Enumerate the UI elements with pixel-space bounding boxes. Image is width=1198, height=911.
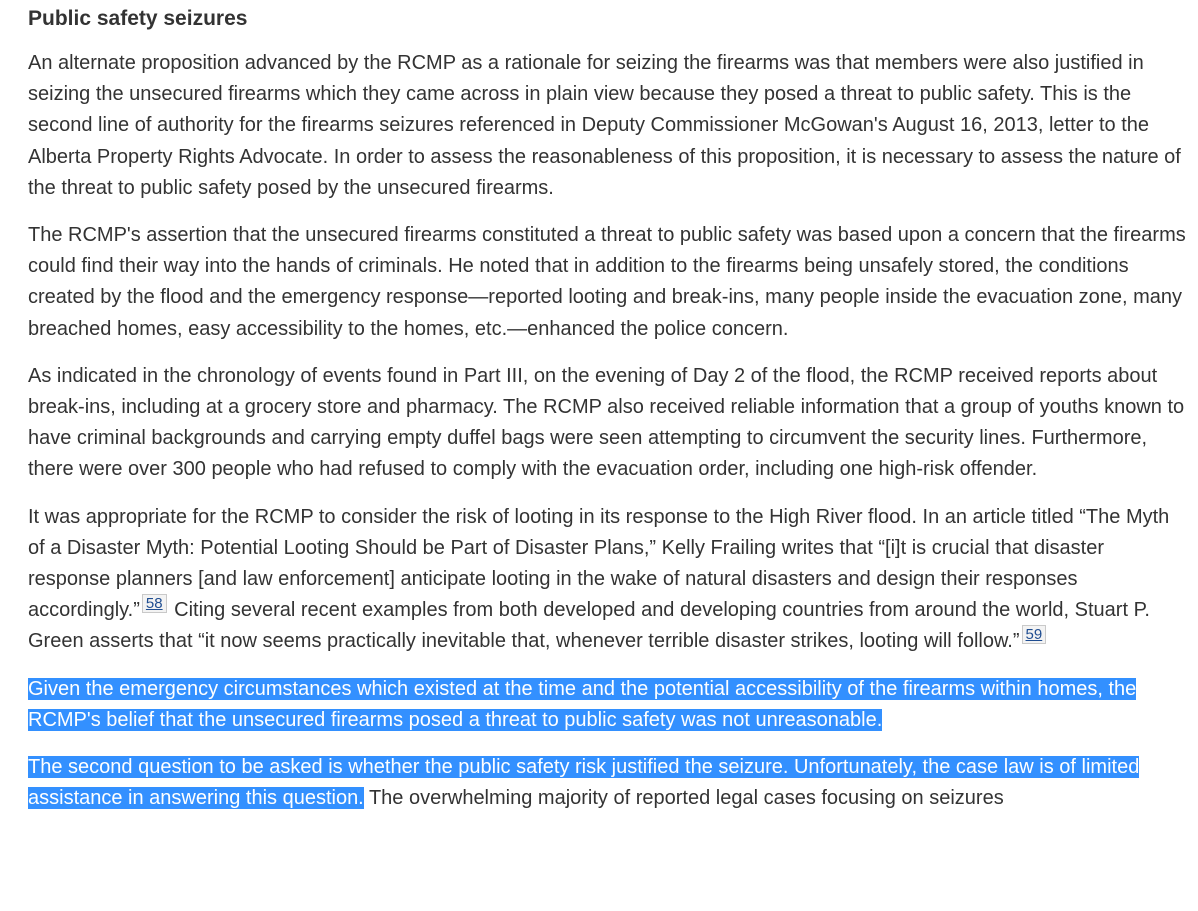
- paragraph-4-text-a: It was appropriate for the RCMP to consider the risk of looting in its response to the High River flood. In an article titled “The Myth of a Disaster Myth: Potential Looting Should be Part of Disaster Plans,” Kelly Frailing writes that “[i]t is crucial that disaster response planners [and law enforcement] anticipate looting in the wake of natural disasters and design their responses accordingly.”: [28, 505, 1170, 622]
- footnote-58-link[interactable]: 58: [145, 595, 163, 613]
- paragraph-6-text: The overwhelming majority of reported legal cases focusing on seizures: [363, 787, 1004, 810]
- footnote-59-link[interactable]: 59: [1025, 626, 1043, 644]
- paragraph-4: [28, 502, 1188, 658]
- selected-text-p6: The second question to be asked is whether the public safety risk justified the seizure. Unfortunately, the case law is of limited assistance in answering this question.: [28, 756, 1140, 810]
- paragraph-6: [28, 752, 1188, 814]
- paragraph-5: [28, 674, 1188, 736]
- selected-text-p5: Given the emergency circumstances which existed at the time and the potential accessibility of the firearms within homes, the RCMP's belief that the unsecured firearms posed a threat to public safety was not unreasonable.: [28, 677, 1137, 731]
- footnote-59[interactable]: [1022, 625, 1047, 644]
- footnote-58[interactable]: [142, 594, 167, 613]
- section-heading: Public safety seizures: [28, 7, 248, 30]
- paragraph-4-text-b: Citing several recent examples from both developed and developing countries from around the world, Stuart P. Green asserts that “it now seems practically inevitable that, whenever terrible disaster strikes, looting will follow.”: [28, 599, 1150, 653]
- paragraph-2: The RCMP's assertion that the unsecured firearms constituted a threat to public safety was based upon a concern that the firearms could find their way into the hands of criminals. He noted that in addition to the firearms being unsafely stored, the conditions created by the flood and the emergency response—reported looting and break-ins, many people inside the evacuation zone, many breached homes, easy accessibility to the homes, etc.—enhanced the police concern.: [28, 224, 1186, 340]
- paragraph-3: As indicated in the chronology of events found in Part III, on the evening of Day 2 of the flood, the RCMP received reports about break-ins, including at a grocery store and pharmacy. The RCMP also received reliable information that a group of youths known to have criminal backgrounds and carrying empty duffel bags were seen attempting to circumvent the security lines. Furthermore, there were over 300 people who had refused to comply with the evacuation order, including one high-risk offender.: [28, 364, 1185, 481]
- paragraph-1: An alternate proposition advanced by the RCMP as a rationale for seizing the firearms was that members were also justified in seizing the unsecured firearms which they came across in plain view because they posed a threat to public safety. This is the second line of authority for the firearms seizures referenced in Deputy Commissioner McGowan's August 16, 2013, letter to the Alberta Property Rights Advocate. In order to assess the reasonableness of this proposition, it is necessary to assess the nature of the threat to public safety posed by the unsecured firearms.: [28, 52, 1181, 199]
